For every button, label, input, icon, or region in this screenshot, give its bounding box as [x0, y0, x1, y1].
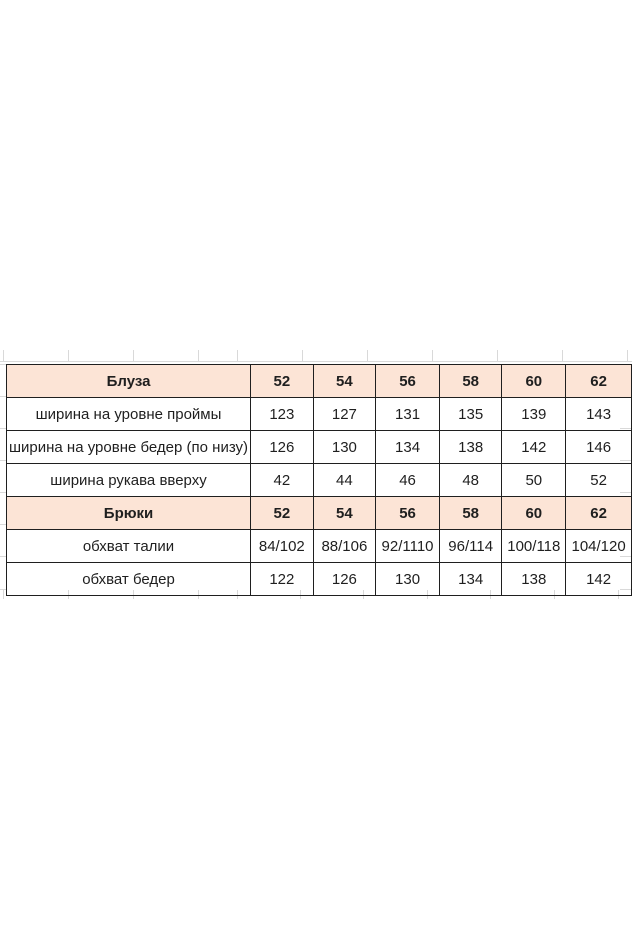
measurement-value-cell: 46 — [376, 464, 440, 497]
gridline — [3, 590, 4, 599]
gridline — [0, 361, 632, 362]
size-header-cell: 52 — [251, 497, 314, 530]
size-header-cell: 60 — [502, 497, 566, 530]
measurement-value-cell: 123 — [251, 398, 314, 431]
size-header-cell: 58 — [439, 365, 502, 398]
size-header-cell: 52 — [251, 365, 314, 398]
measurement-value-cell: 44 — [313, 464, 376, 497]
table-row — [7, 431, 632, 464]
section-title-cell: Блуза — [7, 365, 251, 398]
table-header-row — [7, 365, 632, 398]
gridline — [302, 350, 303, 361]
measurement-value-cell: 127 — [313, 398, 376, 431]
size-chart-table — [6, 364, 632, 596]
measurement-value-cell: 122 — [251, 563, 314, 596]
measurement-value-cell: 135 — [439, 398, 502, 431]
measurement-label-cell: ширина на уровне проймы — [7, 398, 251, 431]
measurement-value-cell: 142 — [566, 563, 632, 596]
measurement-value-cell: 104/120 — [566, 530, 632, 563]
table-row — [7, 398, 632, 431]
gridline — [627, 350, 628, 361]
measurement-value-cell: 131 — [376, 398, 440, 431]
gridline — [133, 350, 134, 361]
measurement-label-cell: обхват талии — [7, 530, 251, 563]
table-header-row — [7, 497, 632, 530]
measurement-value-cell: 142 — [502, 431, 566, 464]
measurement-value-cell: 146 — [566, 431, 632, 464]
measurement-value-cell: 134 — [439, 563, 502, 596]
measurement-value-cell: 130 — [376, 563, 440, 596]
section-title-cell: Брюки — [7, 497, 251, 530]
table-row — [7, 464, 632, 497]
gridline — [3, 350, 4, 361]
measurement-value-cell: 88/106 — [313, 530, 376, 563]
size-header-cell: 62 — [566, 497, 632, 530]
gridline — [367, 350, 368, 361]
size-header-cell: 54 — [313, 497, 376, 530]
measurement-value-cell: 138 — [439, 431, 502, 464]
measurement-label-cell: ширина рукава вверху — [7, 464, 251, 497]
measurement-label-cell: обхват бедер — [7, 563, 251, 596]
size-header-cell: 56 — [376, 497, 440, 530]
gridline — [562, 350, 563, 361]
table-row — [7, 563, 632, 596]
measurement-value-cell: 138 — [502, 563, 566, 596]
measurement-value-cell: 126 — [251, 431, 314, 464]
measurement-value-cell: 130 — [313, 431, 376, 464]
table-row — [7, 530, 632, 563]
measurement-label-cell: ширина на уровне бедер (по низу) — [7, 431, 251, 464]
size-header-cell: 62 — [566, 365, 632, 398]
measurement-value-cell: 48 — [439, 464, 502, 497]
measurement-value-cell: 52 — [566, 464, 632, 497]
measurement-value-cell: 92/1110 — [376, 530, 440, 563]
size-header-cell: 60 — [502, 365, 566, 398]
size-header-cell: 54 — [313, 365, 376, 398]
measurement-value-cell: 96/114 — [439, 530, 502, 563]
measurement-value-cell: 134 — [376, 431, 440, 464]
measurement-value-cell: 42 — [251, 464, 314, 497]
measurement-value-cell: 139 — [502, 398, 566, 431]
gridline — [68, 350, 69, 361]
measurement-value-cell: 143 — [566, 398, 632, 431]
measurement-value-cell: 100/118 — [502, 530, 566, 563]
size-header-cell: 58 — [439, 497, 502, 530]
measurement-value-cell: 84/102 — [251, 530, 314, 563]
gridline — [237, 350, 238, 361]
measurement-value-cell: 50 — [502, 464, 566, 497]
gridline — [432, 350, 433, 361]
measurement-value-cell: 126 — [313, 563, 376, 596]
gridline — [497, 350, 498, 361]
size-header-cell: 56 — [376, 365, 440, 398]
gridline — [198, 350, 199, 361]
